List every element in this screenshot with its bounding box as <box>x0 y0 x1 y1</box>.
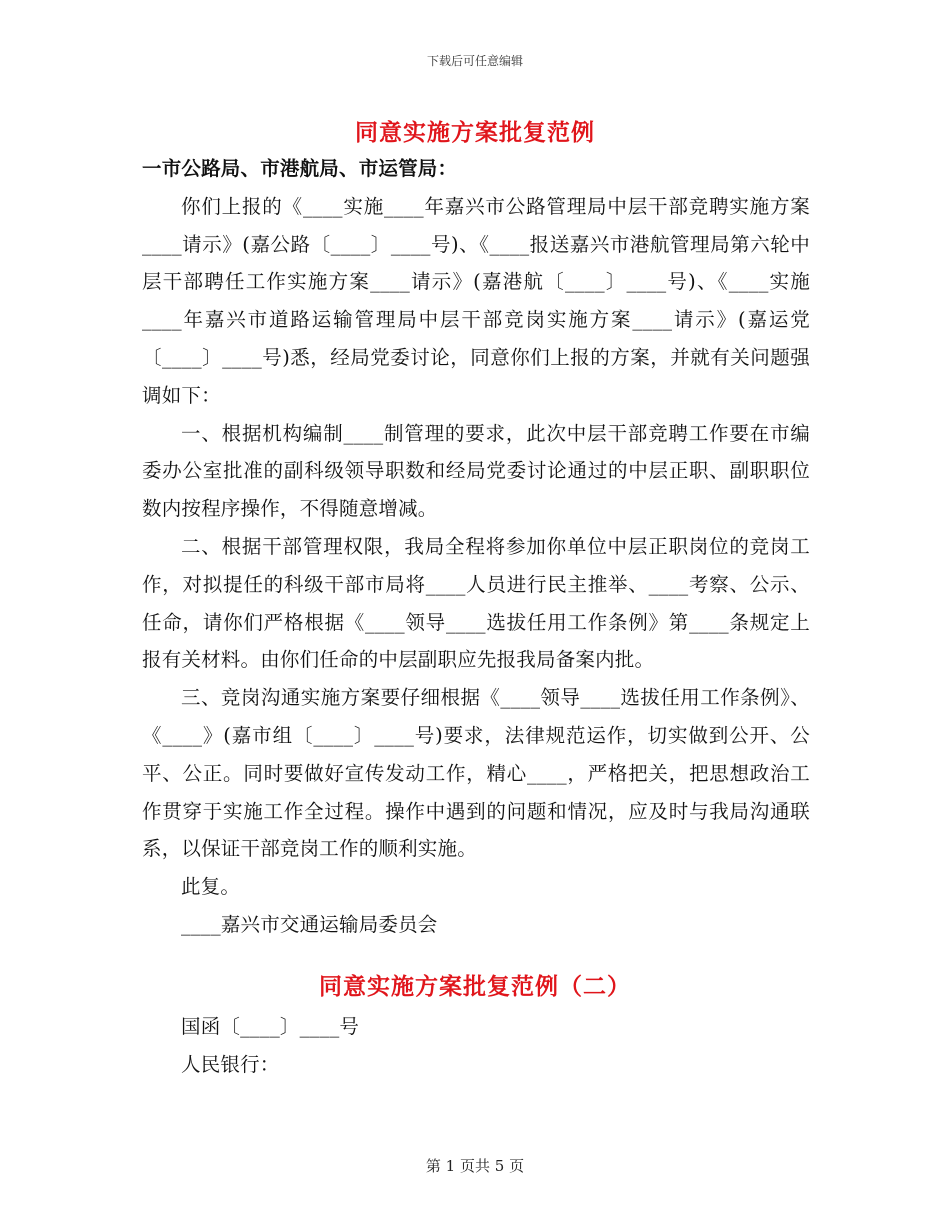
page-number: 第 1 页共 5 页 <box>425 1157 525 1175</box>
paragraph-point-1: 一、根据机构编制____制管理的要求，此次中层干部竞聘工作要在市编委办公室批准的副科级领导职数和经局党委讨论通过的中层正职、副职职位数内按程序操作，不得随意增减。 <box>142 421 810 521</box>
document-body-2 <box>142 1008 810 1084</box>
section-title-2: 同意实施方案批复范例（二） <box>319 973 631 1000</box>
paragraph-intro: 你们上报的《____实施____年嘉兴市公路管理局中层干部竞聘实施方案____请示》(嘉公路〔____〕____号)、《____报送嘉兴市港航管理局第六轮中层干部聘任工作实施方案____请示》(嘉港航〔____〕____号)、《____实施____年嘉兴市道路运输管理局中层干部竞岗实施方案____请示》(嘉运党〔____〕____号)悉，经局党委讨论，同意你们上报的方案，并就有关问题强调如下： <box>142 194 810 407</box>
document-body <box>142 150 810 944</box>
addressee: 一市公路局、市港航局、市运管局： <box>142 157 458 180</box>
doc-number: 国函〔____〕____号 <box>181 1015 360 1038</box>
page-title: 同意实施方案批复范例 <box>355 119 595 146</box>
header-note: 下载后可任意编辑 <box>426 54 523 68</box>
paragraph-point-3: 三、竞岗沟通实施方案要仔细根据《____领导____选拔任用工作条例》、《____》(嘉市组〔____〕____号)要求，法律规范运作，切实做到公开、公平、公正。同时要做好宣传发动工作，精心____，严格把关，把思想政治工作贯穿于实施工作全过程。操作中遇到的问题和情况，应及时与我局沟通联系，以保证干部竞岗工作的顺利实施。 <box>142 686 810 861</box>
paragraph-point-2: 二、根据干部管理权限，我局全程将参加你单位中层正职岗位的竞岗工作，对拟提任的科级干部市局将____人员进行民主推举、____考察、公示、任命，请你们严格根据《____领导____选拔任用工作条例》第____条规定上报有关材料。由你们任命的中层副职应先报我局备案内批。 <box>142 534 810 672</box>
closing-reply: 此复。 <box>181 875 241 899</box>
signature-issuer: ____嘉兴市交通运输局委员会 <box>181 912 438 936</box>
addressee-2: 人民银行： <box>181 1052 280 1076</box>
